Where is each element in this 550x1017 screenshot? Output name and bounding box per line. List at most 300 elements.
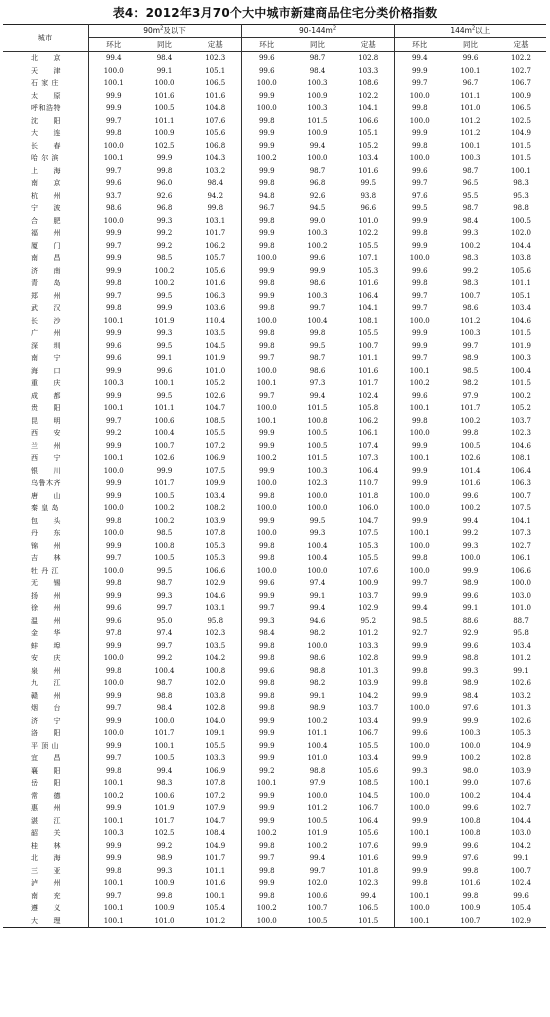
city-name-cell: 北 海	[3, 852, 88, 865]
index-value-cell: 100.7	[154, 441, 175, 450]
index-value-cell: 100.2	[154, 516, 175, 525]
index-value-cell: 100.0	[103, 66, 124, 75]
index-value-cell: 107.5	[190, 465, 241, 478]
index-value-cell: 101.1	[190, 865, 241, 878]
table-row	[3, 615, 546, 628]
index-value-cell: 99.4	[411, 54, 428, 62]
index-value-cell: 103.5	[190, 327, 241, 340]
index-value-cell: 99.9	[258, 229, 275, 237]
table-row	[3, 202, 546, 215]
index-value-cell: 100.3	[460, 729, 481, 737]
index-value-cell: 99.2	[462, 529, 479, 537]
index-value-cell: 99.8	[462, 866, 479, 875]
index-value-cell: 100.2	[154, 504, 175, 512]
index-value-cell: 100.6	[154, 416, 175, 425]
index-value-cell: 100.4	[307, 554, 328, 562]
index-value-cell: 99.3	[156, 329, 173, 337]
index-value-cell: 99.0	[309, 216, 326, 225]
index-value-cell: 100.2	[460, 241, 481, 250]
index-value-cell: 101.6	[343, 277, 394, 290]
city-name-cell: 襄 阳	[3, 765, 88, 778]
table-body	[3, 52, 546, 928]
index-value-cell: 104.6	[510, 441, 532, 450]
index-value-cell: 99.6	[462, 804, 479, 812]
index-value-cell: 108.5	[190, 415, 241, 428]
index-value-cell: 105.2	[190, 377, 241, 390]
index-value-cell: 100.0	[256, 79, 277, 87]
index-value-cell: 100.0	[154, 79, 175, 87]
index-value-cell: 98.4	[190, 177, 241, 190]
city-name-cell: 呼和浩特	[3, 102, 88, 115]
table-row	[3, 865, 546, 878]
table-row	[3, 140, 546, 153]
index-value-cell: 105.1	[343, 127, 394, 140]
index-value-cell: 99.1	[309, 691, 326, 700]
table-row	[3, 352, 546, 365]
index-value-cell: 100.3	[460, 154, 481, 162]
city-name-cell: 洛 阳	[3, 727, 88, 740]
city-name-cell: 唐 山	[3, 490, 88, 503]
index-value-cell: 100.0	[256, 366, 277, 375]
index-value-cell: 102.9	[343, 602, 394, 615]
city-name-cell: 丹 东	[3, 527, 88, 540]
index-value-cell: 100.0	[460, 554, 481, 562]
index-value-cell: 99.1	[156, 66, 173, 75]
index-value-cell: 100.1	[103, 916, 124, 925]
index-value-cell: 100.1	[409, 779, 430, 787]
index-value-cell: 99.9	[258, 129, 275, 137]
index-value-cell: 106.1	[510, 554, 532, 562]
index-value-cell: 105.3	[343, 540, 394, 553]
table-row	[3, 427, 546, 440]
index-value-cell: 101.0	[460, 104, 481, 112]
index-value-cell: 98.6	[309, 366, 326, 375]
table-row	[3, 790, 546, 803]
city-name-cell: 三 亚	[3, 865, 88, 878]
city-name-cell: 深 圳	[3, 340, 88, 353]
index-value-cell: 105.3	[343, 265, 394, 278]
index-value-cell: 100.1	[103, 904, 124, 912]
index-value-cell: 101.7	[154, 479, 175, 487]
index-value-cell: 101.6	[343, 852, 394, 865]
index-value-cell: 100.1	[460, 66, 481, 75]
index-value-cell: 102.0	[510, 229, 532, 237]
index-value-cell: 101.2	[510, 654, 532, 662]
index-value-cell: 105.5	[343, 740, 394, 753]
index-value-cell: 99.9	[105, 254, 122, 262]
index-value-cell: 100.0	[256, 479, 277, 487]
index-value-cell: 101.7	[190, 852, 241, 865]
index-value-cell: 103.8	[510, 254, 532, 262]
index-value-cell: 102.9	[190, 577, 241, 590]
index-value-cell: 99.5	[156, 566, 173, 575]
table-row	[3, 52, 546, 65]
index-value-cell: 99.8	[156, 891, 173, 900]
index-value-cell: 99.3	[258, 616, 275, 625]
index-value-cell: 100.2	[154, 266, 175, 275]
index-value-cell: 99.8	[105, 516, 122, 525]
index-value-cell: 100.2	[510, 391, 532, 400]
table-row	[3, 252, 546, 265]
index-value-cell: 105.5	[343, 240, 394, 253]
table-row	[3, 890, 546, 903]
index-value-cell: 101.1	[154, 404, 175, 412]
index-value-cell: 99.9	[105, 104, 122, 112]
index-value-cell: 101.4	[460, 466, 481, 475]
index-value-cell: 100.2	[256, 829, 277, 837]
index-value-cell: 100.0	[307, 491, 328, 500]
index-value-cell: 102.4	[343, 390, 394, 403]
index-value-cell: 106.4	[343, 815, 394, 828]
index-value-cell: 100.1	[510, 166, 532, 175]
index-value-cell: 99.4	[309, 141, 326, 150]
index-value-cell: 100.0	[103, 141, 124, 150]
index-value-cell: 98.0	[462, 766, 479, 775]
index-value-cell: 99.7	[105, 704, 122, 712]
city-name-cell: 赣 州	[3, 690, 88, 703]
table-row	[3, 440, 546, 453]
index-value-cell: 100.3	[307, 104, 328, 112]
table-row	[3, 827, 546, 840]
index-value-cell: 105.2	[343, 140, 394, 153]
index-value-cell: 99.7	[258, 391, 275, 400]
index-value-cell: 102.8	[190, 702, 241, 715]
index-value-cell: 99.9	[105, 491, 122, 500]
index-value-cell: 106.0	[343, 502, 394, 515]
table-row	[3, 640, 546, 653]
index-value-cell: 98.4	[462, 691, 479, 700]
table-row	[3, 452, 546, 465]
index-value-cell: 99.6	[462, 491, 479, 500]
index-value-cell: 97.8	[105, 629, 122, 637]
index-value-cell: 100.5	[154, 754, 175, 762]
index-value-cell: 102.6	[190, 390, 241, 403]
table-row	[3, 240, 546, 253]
index-value-cell: 99.7	[105, 116, 122, 125]
index-value-cell: 99.5	[309, 341, 326, 350]
table-row	[3, 727, 546, 740]
index-value-cell: 103.4	[510, 304, 532, 312]
city-name-cell: 吉 林	[3, 552, 88, 565]
table-row	[3, 490, 546, 503]
table-title: 表4：2012年3月70个大中城市新建商品住宅分类价格指数	[112, 6, 438, 20]
index-value-cell: 98.9	[156, 854, 173, 862]
index-value-cell: 98.8	[156, 691, 173, 700]
index-value-cell: 99.9	[411, 216, 428, 225]
index-value-cell: 100.1	[103, 79, 124, 87]
table-row	[3, 627, 546, 640]
index-value-cell: 99.4	[309, 391, 326, 400]
index-value-cell: 109.1	[190, 727, 241, 740]
index-value-cell: 100.0	[103, 566, 124, 575]
index-value-cell: 100.6	[154, 791, 175, 800]
index-value-cell: 106.6	[510, 566, 532, 575]
index-value-cell: 99.6	[258, 666, 275, 675]
index-value-cell: 98.7	[309, 354, 326, 362]
index-value-cell: 102.4	[510, 879, 532, 887]
table-row	[3, 515, 546, 528]
index-value-cell: 99.9	[411, 129, 428, 137]
city-name-cell: 平 顶 山	[3, 740, 88, 753]
index-value-cell: 100.2	[256, 454, 277, 462]
index-value-cell: 98.4	[258, 629, 275, 637]
index-value-cell: 99.9	[258, 879, 275, 887]
index-value-cell: 100.0	[256, 316, 277, 325]
index-value-cell: 100.3	[307, 466, 328, 475]
index-value-cell: 100.1	[103, 316, 124, 325]
index-value-cell: 103.9	[190, 515, 241, 528]
table-row	[3, 65, 546, 78]
city-name-cell: 合 肥	[3, 215, 88, 228]
index-value-cell: 98.6	[462, 304, 479, 312]
index-value-cell: 100.9	[154, 879, 175, 887]
index-value-cell: 99.7	[411, 579, 428, 587]
index-value-cell: 100.1	[256, 379, 277, 387]
table-row	[3, 765, 546, 778]
city-name-cell: 大 连	[3, 127, 88, 140]
index-value-cell: 99.6	[105, 354, 122, 362]
table-row	[3, 102, 546, 115]
index-value-cell: 104.3	[190, 152, 241, 165]
city-name-cell: 韶 关	[3, 827, 88, 840]
index-value-cell: 98.5	[156, 254, 173, 262]
index-value-cell: 99.6	[105, 616, 122, 625]
index-value-cell: 99.9	[258, 591, 275, 600]
city-name-cell: 包 头	[3, 515, 88, 528]
index-value-cell: 97.4	[156, 629, 173, 637]
index-value-cell: 101.2	[343, 627, 394, 640]
index-value-cell: 94.6	[309, 616, 326, 625]
index-value-cell: 100.1	[103, 454, 124, 462]
index-value-cell: 99.9	[462, 566, 479, 575]
index-value-cell: 100.0	[460, 741, 481, 750]
index-value-cell: 99.7	[411, 354, 428, 362]
index-value-cell: 100.3	[510, 354, 532, 362]
index-value-cell: 101.9	[307, 829, 328, 837]
index-value-cell: 100.4	[154, 666, 175, 675]
index-value-cell: 99.7	[258, 354, 275, 362]
index-value-cell: 106.4	[343, 290, 394, 303]
city-name-cell: 成 都	[3, 390, 88, 403]
index-value-cell: 106.4	[510, 466, 532, 475]
index-value-cell: 99.9	[411, 66, 428, 75]
table-row	[3, 527, 546, 540]
index-value-cell: 99.9	[105, 391, 122, 400]
index-value-cell: 99.8	[258, 241, 275, 250]
index-value-cell: 104.7	[343, 515, 394, 528]
index-value-cell: 99.4	[343, 890, 394, 903]
index-value-cell: 105.8	[343, 402, 394, 415]
index-value-cell: 100.5	[307, 429, 328, 437]
index-value-cell: 99.2	[258, 766, 275, 775]
index-value-cell: 92.6	[309, 191, 326, 200]
index-value-cell: 100.9	[343, 577, 394, 590]
city-name-cell: 常 德	[3, 790, 88, 803]
index-value-cell: 104.9	[510, 129, 532, 137]
index-value-cell: 105.6	[343, 765, 394, 778]
index-value-cell: 99.9	[105, 591, 122, 600]
index-value-cell: 99.6	[258, 54, 275, 62]
table-row	[3, 815, 546, 828]
index-value-cell: 102.8	[343, 652, 394, 665]
city-name-cell: 杭 州	[3, 190, 88, 203]
index-value-cell: 100.0	[409, 791, 430, 800]
index-value-cell: 99.8	[258, 329, 275, 337]
table-row	[3, 315, 546, 328]
index-value-cell: 100.5	[307, 916, 328, 925]
index-value-cell: 100.1	[103, 404, 124, 412]
index-value-cell: 108.1	[510, 454, 532, 462]
city-name-cell: 宜 昌	[3, 752, 88, 765]
index-value-cell: 99.9	[258, 91, 275, 100]
group-header-medium: $90-144m^2$	[241, 25, 394, 38]
index-value-cell: 97.9	[309, 779, 326, 787]
index-value-cell: 102.6	[510, 679, 532, 687]
index-value-cell: 99.6	[258, 66, 275, 75]
index-value-cell: 88.7	[513, 616, 529, 625]
index-value-cell: 99.5	[156, 291, 173, 300]
index-value-cell: 100.0	[510, 579, 532, 587]
index-value-cell: 100.5	[154, 104, 175, 112]
index-value-cell: 99.7	[258, 854, 275, 862]
index-value-cell: 101.6	[190, 90, 241, 103]
index-value-cell: 107.8	[190, 527, 241, 540]
index-value-cell: 95.0	[156, 616, 173, 625]
city-name-cell: 兰 州	[3, 440, 88, 453]
index-value-cell: 107.8	[190, 777, 241, 790]
table-row	[3, 190, 546, 203]
index-value-cell: 105.7	[190, 252, 241, 265]
table-row	[3, 702, 546, 715]
index-value-cell: 99.9	[156, 304, 173, 312]
index-value-cell: 102.2	[510, 54, 532, 62]
table-row	[3, 290, 546, 303]
index-value-cell: 106.6	[343, 115, 394, 128]
index-value-cell: 100.9	[307, 129, 328, 137]
index-value-cell: 99.9	[258, 516, 275, 525]
index-value-cell: 99.6	[105, 179, 122, 187]
index-value-cell: 99.3	[156, 591, 173, 600]
index-value-cell: 99.9	[105, 716, 122, 725]
index-value-cell: 99.8	[411, 141, 428, 150]
index-value-cell: 101.5	[510, 379, 532, 387]
index-value-cell: 100.0	[103, 729, 124, 737]
city-name-cell: 太 原	[3, 90, 88, 103]
index-value-cell: 100.0	[103, 679, 124, 687]
index-value-cell: 106.2	[343, 415, 394, 428]
index-value-cell: 107.9	[190, 802, 241, 815]
index-value-cell: 104.9	[510, 741, 532, 750]
subcol-mom: 环比	[394, 38, 445, 52]
index-value-cell: 102.5	[154, 829, 175, 837]
index-value-cell: 100.4	[307, 541, 328, 550]
city-name-cell: 泉 州	[3, 665, 88, 678]
index-value-cell: 99.9	[411, 466, 428, 475]
index-value-cell: 103.0	[510, 829, 532, 837]
index-value-cell: 99.9	[105, 741, 122, 750]
index-value-cell: 105.5	[343, 552, 394, 565]
index-value-cell: 100.1	[256, 416, 277, 425]
index-value-cell: 99.8	[105, 279, 122, 287]
table-row	[3, 577, 546, 590]
index-value-cell: 100.1	[409, 454, 430, 462]
index-value-cell: 101.5	[307, 116, 328, 125]
index-value-cell: 101.0	[154, 916, 175, 925]
index-value-cell: 99.2	[462, 266, 479, 275]
table-row	[3, 502, 546, 515]
index-value-cell: 100.0	[409, 254, 430, 262]
index-value-cell: 96.0	[156, 179, 173, 187]
index-value-cell: 98.4	[156, 54, 173, 62]
index-value-cell: 103.7	[510, 416, 532, 425]
index-value-cell: 100.9	[154, 904, 175, 912]
index-value-cell: 103.4	[190, 490, 241, 503]
index-value-cell: 102.0	[307, 879, 328, 887]
city-name-cell: 天 津	[3, 65, 88, 78]
table-row	[3, 852, 546, 865]
index-value-cell: 107.4	[343, 440, 394, 453]
index-value-cell: 101.3	[343, 665, 394, 678]
index-value-cell: 98.5	[462, 366, 479, 375]
index-value-cell: 98.3	[462, 279, 479, 287]
index-value-cell: 100.2	[460, 791, 481, 800]
city-name-cell: 昆 明	[3, 415, 88, 428]
index-value-cell: 103.4	[343, 152, 394, 165]
index-value-cell: 103.1	[190, 215, 241, 228]
city-name-cell: 牡 丹 江	[3, 565, 88, 578]
index-value-cell: 101.9	[154, 316, 175, 325]
index-value-cell: 103.2	[190, 165, 241, 178]
index-value-cell: 100.2	[409, 379, 430, 387]
index-value-cell: 106.3	[190, 290, 241, 303]
subcol-yoy: 同比	[292, 38, 343, 52]
index-value-cell: 100.0	[103, 529, 124, 537]
index-value-cell: 100.5	[307, 441, 328, 450]
index-value-cell: 101.5	[307, 404, 328, 412]
index-value-cell: 99.8	[258, 541, 275, 550]
index-value-cell: 106.9	[190, 452, 241, 465]
index-value-cell: 99.9	[411, 479, 428, 487]
table-row	[3, 752, 546, 765]
index-value-cell: 100.3	[103, 379, 124, 387]
index-value-cell: 99.8	[258, 704, 275, 712]
index-value-cell: 108.2	[190, 502, 241, 515]
index-value-cell: 101.8	[343, 865, 394, 878]
index-value-cell: 101.6	[190, 877, 241, 890]
index-value-cell: 98.2	[309, 679, 326, 687]
index-value-cell: 100.7	[510, 866, 532, 875]
table-row	[3, 652, 546, 665]
index-value-cell: 102.6	[510, 716, 532, 725]
index-value-cell: 100.0	[103, 216, 124, 225]
index-value-cell: 99.9	[105, 841, 122, 850]
index-value-cell: 99.9	[411, 641, 428, 650]
index-value-cell: 101.2	[460, 116, 481, 125]
index-value-cell: 99.9	[105, 854, 122, 862]
index-value-cell: 102.3	[307, 479, 328, 487]
index-value-cell: 99.9	[411, 591, 428, 600]
index-value-cell: 100.1	[154, 379, 175, 387]
index-value-cell: 99.6	[462, 641, 479, 650]
index-value-cell: 98.7	[462, 166, 479, 175]
index-value-cell: 98.7	[156, 679, 173, 687]
index-value-cell: 102.0	[190, 677, 241, 690]
index-value-cell: 97.6	[462, 854, 479, 862]
index-value-cell: 105.3	[190, 540, 241, 553]
index-value-cell: 103.3	[190, 752, 241, 765]
index-value-cell: 99.7	[156, 604, 173, 612]
index-value-cell: 108.1	[343, 315, 394, 328]
